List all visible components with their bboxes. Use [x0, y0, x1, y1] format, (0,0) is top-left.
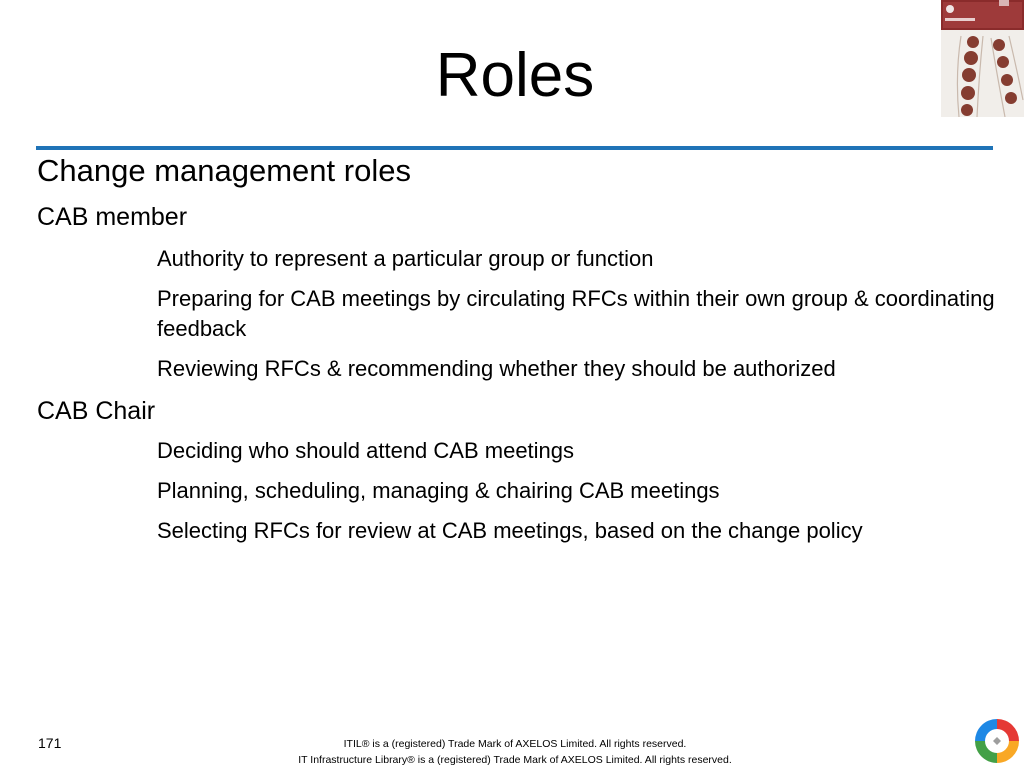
trademark-line-itil: ITIL® is a (registered) Trade Mark of AXELOS Limited. All rights reserved. — [343, 738, 687, 750]
plan-do-check-act-cycle-logo — [970, 714, 1024, 768]
list-item: Selecting RFCs for review at CAB meetings, based on the change policy — [157, 518, 863, 543]
cab-chair-bullet-list — [157, 436, 1007, 546]
trademark-line-infrastructure: IT Infrastructure Library® is a (registered) Trade Mark of AXELOS Limited. All rights reserved. — [298, 754, 732, 766]
trademark-footer — [250, 736, 780, 768]
content-heading: Change management roles — [37, 153, 411, 188]
list-item: Planning, scheduling, managing & chairing CAB meetings — [157, 478, 720, 503]
list-item: Deciding who should attend CAB meetings — [157, 438, 575, 463]
list-item: Reviewing RFCs & recommending whether they should be authorized — [157, 356, 836, 381]
slide-title: Roles — [435, 41, 595, 110]
section-label-cab-member: CAB member — [37, 203, 188, 231]
section-label-cab-chair: CAB Chair — [37, 397, 156, 425]
title-divider — [36, 146, 993, 150]
list-item: Authority to represent a particular group or function — [157, 246, 654, 271]
cab-member-bullet-list — [157, 244, 1007, 384]
list-item: Preparing for CAB meetings by circulating RFCs within their own group & coordinating feedback — [157, 286, 995, 341]
slide-number: 171 — [38, 735, 62, 751]
